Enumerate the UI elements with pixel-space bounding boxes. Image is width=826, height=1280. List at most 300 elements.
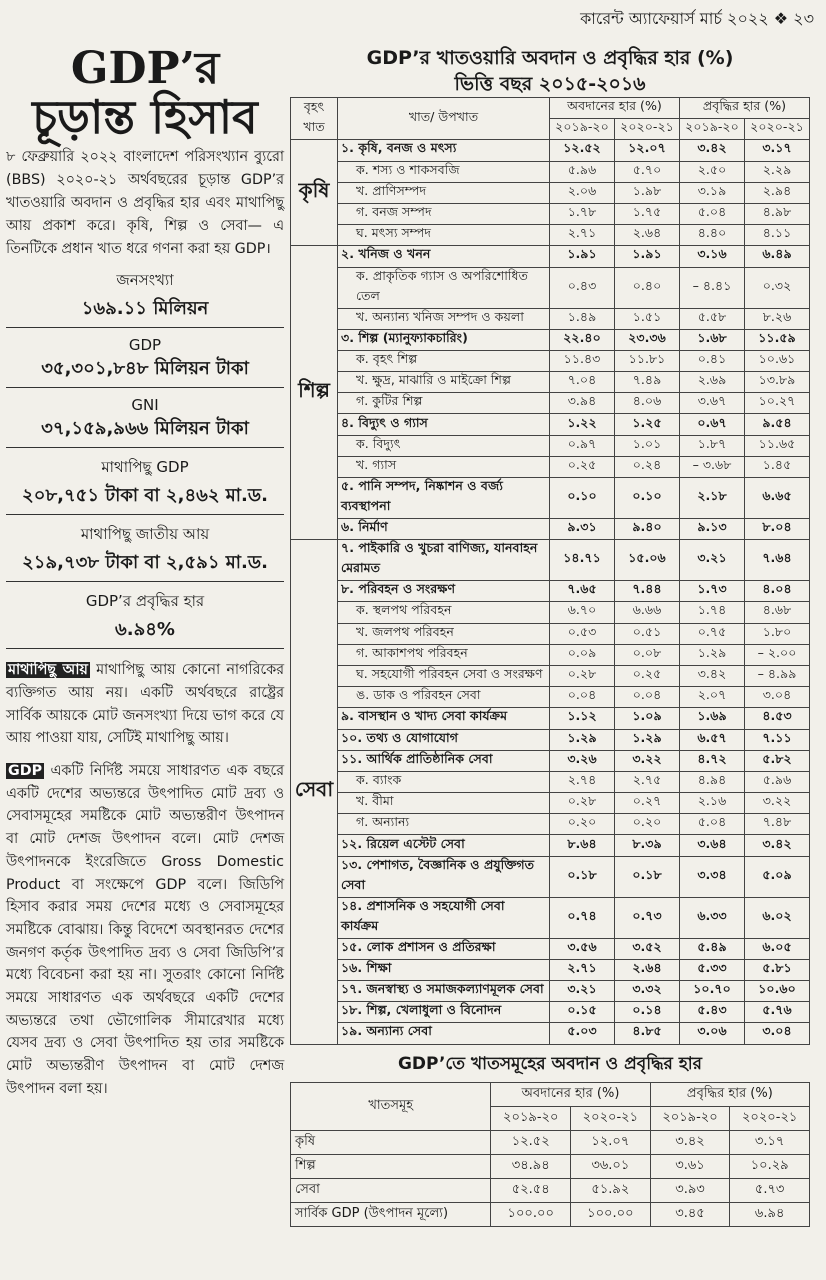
row-label: ৫. পানি সম্পদ, নিষ্কাশন ও বর্জ্য ব্যবস্থাপনা bbox=[338, 478, 550, 519]
row-label: ক. শস্য ও শাকসবজি bbox=[338, 161, 550, 182]
summary-value: ৩৪.৯৪ bbox=[491, 1154, 571, 1178]
main-table-title: GDP’র খাতওয়ারি অবদান ও প্রবৃদ্ধির হার (%) bbox=[366, 47, 734, 69]
cell-value: ৩.১৯ bbox=[680, 182, 745, 203]
cell-value: ৮.২৬ bbox=[745, 308, 810, 329]
cell-value: ৯.৩১ bbox=[550, 519, 615, 540]
cell-value: ০.০৪ bbox=[615, 687, 680, 708]
table-row bbox=[291, 771, 810, 792]
sector-table bbox=[290, 97, 810, 1045]
cell-value: ৯.১৩ bbox=[680, 519, 745, 540]
col-header-year: ২০২০-২১ bbox=[745, 119, 810, 140]
summary-col-year: ২০২০-২১ bbox=[730, 1106, 810, 1130]
table-row bbox=[291, 308, 810, 329]
right-column bbox=[290, 45, 810, 1227]
cell-value: ৫.০৪ bbox=[680, 203, 745, 224]
stat-item bbox=[6, 269, 284, 328]
cell-value: ০.২৪ bbox=[615, 456, 680, 477]
table-row bbox=[291, 1002, 810, 1023]
cell-value: ৬.৭০ bbox=[550, 602, 615, 623]
cell-value: ০.১০ bbox=[550, 478, 615, 519]
row-label: ক. স্থলপথ পরিবহন bbox=[338, 602, 550, 623]
cell-value: ১২.৫২ bbox=[550, 140, 615, 161]
row-label: ঘ. সহযোগী পরিবহন সেবা ও সংরক্ষণ bbox=[338, 665, 550, 686]
cell-value: ১.২৯ bbox=[550, 729, 615, 750]
table-row bbox=[291, 687, 810, 708]
cell-value: ১১.৪৩ bbox=[550, 350, 615, 371]
cell-value: ৩.৫২ bbox=[615, 938, 680, 959]
stat-value: ৩৭,১৫৯,৯৬৬ মিলিয়ন টাকা bbox=[6, 414, 284, 448]
cell-value: ০.২৫ bbox=[550, 456, 615, 477]
row-label: ২. খনিজ ও খনন bbox=[338, 246, 550, 267]
cell-value: ০.৭৩ bbox=[615, 897, 680, 938]
summary-col-year: ২০১৯-২০ bbox=[650, 1106, 730, 1130]
cell-value: ৭.৪৮ bbox=[745, 814, 810, 835]
cell-value: ০.৭৪ bbox=[550, 897, 615, 938]
cell-value: ২৩.৩৬ bbox=[615, 329, 680, 350]
cell-value: ১০.৬১ bbox=[745, 350, 810, 371]
cell-value: ৫.৮২ bbox=[745, 750, 810, 771]
row-label: ১৩. পেশাগত, বৈজ্ঞানিক ও প্রযুক্তিগত সেবা bbox=[338, 856, 550, 897]
cell-value: – ৪.৯৯ bbox=[745, 665, 810, 686]
stat-label: GDP’র প্রবৃদ্ধির হার bbox=[85, 592, 205, 611]
cell-value: ৩.৫৬ bbox=[550, 938, 615, 959]
cell-value: ১১.৮১ bbox=[615, 350, 680, 371]
cell-value: ২.৯৪ bbox=[745, 182, 810, 203]
cell-value: ২.২৯ bbox=[745, 161, 810, 182]
table-row bbox=[291, 456, 810, 477]
cell-value: ০.৫৩ bbox=[550, 623, 615, 644]
stat-value: ১৬৯.১১ মিলিয়ন bbox=[6, 294, 284, 328]
summary-table bbox=[290, 1082, 810, 1227]
table-row bbox=[291, 246, 810, 267]
cell-value: – ৪.৪১ bbox=[680, 267, 745, 308]
cell-value: ২.৬৪ bbox=[615, 225, 680, 246]
summary-table-title: GDP’তে খাতসমূহের অবদান ও প্রবৃদ্ধির হার bbox=[397, 1053, 703, 1074]
cell-value: ৩.২২ bbox=[745, 793, 810, 814]
summary-value: ১০.২৯ bbox=[730, 1154, 810, 1178]
left-column bbox=[6, 45, 284, 1101]
summary-label: সার্বিক GDP (উৎপাদন মূল্যে) bbox=[291, 1202, 491, 1226]
cell-value: ১২.০৭ bbox=[615, 140, 680, 161]
row-label: ১. কৃষি, বনজ ও মৎস্য bbox=[338, 140, 550, 161]
main-table-subtitle: ভিত্তি বছর ২০১৫-২০১৬ bbox=[454, 73, 646, 95]
cell-value: ৩.৬৪ bbox=[680, 835, 745, 856]
table-row bbox=[291, 856, 810, 897]
table-row bbox=[291, 581, 810, 602]
row-label: ক. ব্যাংক bbox=[338, 771, 550, 792]
cell-value: ৮.০৪ bbox=[745, 519, 810, 540]
cell-value: ০.৭৫ bbox=[680, 623, 745, 644]
summary-col-year: ২০২০-২১ bbox=[571, 1106, 651, 1130]
stat-label: জনসংখ্যা bbox=[116, 271, 174, 290]
cell-value: ৪.৯৪ bbox=[680, 771, 745, 792]
cell-value: ৪.১১ bbox=[745, 225, 810, 246]
cell-value: ৩.৪২ bbox=[680, 665, 745, 686]
stat-value: ৬.৯৪% bbox=[6, 615, 284, 649]
cell-value: ৩.২৬ bbox=[550, 750, 615, 771]
row-label: গ. অন্যান্য bbox=[338, 814, 550, 835]
cell-value: ৩.০৬ bbox=[680, 1023, 745, 1044]
cell-value: ১.৬৮ bbox=[680, 329, 745, 350]
summary-col-contribution: অবদানের হার (%) bbox=[491, 1082, 650, 1106]
cell-value: ৮.৬৪ bbox=[550, 835, 615, 856]
row-label: খ. জলপথ পরিবহন bbox=[338, 623, 550, 644]
row-label: ৬. নির্মাণ bbox=[338, 519, 550, 540]
stat-label: GDP bbox=[128, 336, 162, 355]
cell-value: ৭.১১ bbox=[745, 729, 810, 750]
title-line-1: GDP’র bbox=[70, 43, 220, 94]
cell-value: ৩.১৭ bbox=[745, 140, 810, 161]
table-row bbox=[291, 897, 810, 938]
cell-value: ৫.৮১ bbox=[745, 959, 810, 980]
cell-value: ৩.০৪ bbox=[745, 687, 810, 708]
table-row bbox=[291, 793, 810, 814]
cell-value: ৩.৬৭ bbox=[680, 393, 745, 414]
summary-value: ৩.৬১ bbox=[650, 1154, 730, 1178]
table-row bbox=[291, 750, 810, 771]
row-label: ১৯. অন্যান্য সেবা bbox=[338, 1023, 550, 1044]
sector-name: কৃষি bbox=[291, 140, 338, 246]
row-label: ক. প্রাকৃতিক গ্যাস ও অপরিশোধিত তেল bbox=[338, 267, 550, 308]
row-label: গ. আকাশপথ পরিবহন bbox=[338, 644, 550, 665]
cell-value: ১.৯৮ bbox=[615, 182, 680, 203]
row-label: ১০. তথ্য ও যোগাযোগ bbox=[338, 729, 550, 750]
cell-value: ১.২৫ bbox=[615, 414, 680, 435]
article-title bbox=[6, 45, 284, 142]
cell-value: ৬.০৫ bbox=[745, 938, 810, 959]
stat-label: মাথাপিছু জাতীয় আয় bbox=[80, 525, 210, 544]
table-row bbox=[291, 708, 810, 729]
cell-value: ১.৭৮ bbox=[550, 203, 615, 224]
row-label: ১৪. প্রশাসনিক ও সহযোগী সেবা কার্যক্রম bbox=[338, 897, 550, 938]
cell-value: ২.৭১ bbox=[550, 225, 615, 246]
table-row bbox=[291, 623, 810, 644]
cell-value: ৫.৭০ bbox=[615, 161, 680, 182]
summary-value: ৫২.৫৪ bbox=[491, 1178, 571, 1202]
cell-value: ৬.৫৭ bbox=[680, 729, 745, 750]
col-header-growth: প্রবৃদ্ধির হার (%) bbox=[680, 98, 810, 119]
row-label: ৯. বাসস্থান ও খাদ্য সেবা কার্যক্রম bbox=[338, 708, 550, 729]
summary-value: ১০০.০০ bbox=[571, 1202, 651, 1226]
summary-row bbox=[291, 1202, 810, 1226]
summary-row bbox=[291, 1178, 810, 1202]
cell-value: ১.২৯ bbox=[615, 729, 680, 750]
cell-value: ০.১৪ bbox=[615, 1002, 680, 1023]
table-row bbox=[291, 414, 810, 435]
cell-value: ০.৫১ bbox=[615, 623, 680, 644]
summary-label: শিল্প bbox=[291, 1154, 491, 1178]
cell-value: ১.১২ bbox=[550, 708, 615, 729]
table-row bbox=[291, 814, 810, 835]
cell-value: ৫.৪৩ bbox=[680, 1002, 745, 1023]
cell-value: ১.৭৪ bbox=[680, 602, 745, 623]
cell-value: ০.৪১ bbox=[680, 350, 745, 371]
sector-name: শিল্প bbox=[291, 246, 338, 540]
cell-value: ৩.১৬ bbox=[680, 246, 745, 267]
title-line-2: চূড়ান্ত হিসাব bbox=[32, 89, 258, 144]
cell-value: ১০.৭০ bbox=[680, 981, 745, 1002]
table-row bbox=[291, 602, 810, 623]
cell-value: ১.৪৯ bbox=[550, 308, 615, 329]
stat-item bbox=[6, 590, 284, 649]
cell-value: ২.০৬ bbox=[550, 182, 615, 203]
col-header-year: ২০১৯-২০ bbox=[680, 119, 745, 140]
cell-value: ২.১৮ bbox=[680, 478, 745, 519]
summary-value: ৩৬.০১ bbox=[571, 1154, 651, 1178]
stat-label: মাথাপিছু GDP bbox=[101, 458, 189, 477]
cell-value: ১১.৫৯ bbox=[745, 329, 810, 350]
definition-term: GDP bbox=[8, 763, 43, 779]
table-row bbox=[291, 435, 810, 456]
cell-value: ০.১৮ bbox=[615, 856, 680, 897]
cell-value: ৪.৫৩ bbox=[745, 708, 810, 729]
col-header-year: ২০২০-২১ bbox=[615, 119, 680, 140]
cell-value: ৫.৫৮ bbox=[680, 308, 745, 329]
cell-value: ৩.০৪ bbox=[745, 1023, 810, 1044]
cell-value: ১.৭৫ bbox=[615, 203, 680, 224]
cell-value: ২.৬৯ bbox=[680, 372, 745, 393]
cell-value: ১৫.০৬ bbox=[615, 540, 680, 581]
cell-value: ১.৯১ bbox=[615, 246, 680, 267]
definition-term: মাথাপিছু আয় bbox=[8, 662, 88, 679]
cell-value: ২২.৪০ bbox=[550, 329, 615, 350]
cell-value: ১৩.৮৯ bbox=[745, 372, 810, 393]
cell-value: ১.০৯ bbox=[615, 708, 680, 729]
cell-value: ৭.৪৪ bbox=[615, 581, 680, 602]
table-row bbox=[291, 161, 810, 182]
table-row bbox=[291, 372, 810, 393]
table-row bbox=[291, 981, 810, 1002]
definition-text: মাথাপিছু আয় কোনো নাগরিকের ব্যক্তিগত আয় নয়। একটি অর্থবছরে রাষ্ট্রের সার্বিক আয়কে মোট জনসংখ্যা দিয়ে ভাগ করে যে আয় পাওয়া যায়, সেটিই মাথাপিছু আয়। bbox=[6, 662, 284, 747]
table-row bbox=[291, 938, 810, 959]
cell-value: ৪.৪০ bbox=[680, 225, 745, 246]
table-row bbox=[291, 959, 810, 980]
definition-per-capita bbox=[6, 659, 284, 750]
row-label: ৮. পরিবহন ও সংরক্ষণ bbox=[338, 581, 550, 602]
cell-value: ১.৪৫ bbox=[745, 456, 810, 477]
row-label: ১৮. শিল্প, খেলাধুলা ও বিনোদন bbox=[338, 1002, 550, 1023]
table-row bbox=[291, 267, 810, 308]
col-header-contribution: অবদানের হার (%) bbox=[550, 98, 680, 119]
cell-value: ৫.৩৩ bbox=[680, 959, 745, 980]
cell-value: ২.৫০ bbox=[680, 161, 745, 182]
col-header-year: ২০১৯-২০ bbox=[550, 119, 615, 140]
sector-name: সেবা bbox=[291, 540, 338, 1044]
row-label: গ. কুটির শিল্প bbox=[338, 393, 550, 414]
cell-value: ৩.৯৪ bbox=[550, 393, 615, 414]
cell-value: ৭.৬৪ bbox=[745, 540, 810, 581]
cell-value: ৫.০৪ bbox=[680, 814, 745, 835]
row-label: ক. বৃহৎ শিল্প bbox=[338, 350, 550, 371]
row-label: ১৭. জনস্বাস্থ্য ও সমাজকল্যাণমূলক সেবা bbox=[338, 981, 550, 1002]
cell-value: ৩.২১ bbox=[680, 540, 745, 581]
cell-value: ৪.৮৫ bbox=[615, 1023, 680, 1044]
cell-value: ৫.০৯ bbox=[745, 856, 810, 897]
table-row bbox=[291, 203, 810, 224]
cell-value: ৭.০৪ bbox=[550, 372, 615, 393]
summary-label: সেবা bbox=[291, 1178, 491, 1202]
cell-value: ১.৭৩ bbox=[680, 581, 745, 602]
cell-value: ১১.৬৫ bbox=[745, 435, 810, 456]
stat-value: ২১৯,৭৩৮ টাকা বা ২,৫৯১ মা.ড. bbox=[6, 548, 284, 582]
cell-value: ০.০৯ bbox=[550, 644, 615, 665]
row-label: ১৬. শিক্ষা bbox=[338, 959, 550, 980]
table-row bbox=[291, 182, 810, 203]
cell-value: ৬.৩৩ bbox=[680, 897, 745, 938]
cell-value: ০.২৮ bbox=[550, 665, 615, 686]
summary-row bbox=[291, 1130, 810, 1154]
cell-value: ০.২৮ bbox=[550, 793, 615, 814]
col-header-sector: বৃহৎ খাত bbox=[291, 98, 338, 140]
table-row bbox=[291, 519, 810, 540]
cell-value: ১.৮৭ bbox=[680, 435, 745, 456]
cell-value: ৭.৬৫ bbox=[550, 581, 615, 602]
summary-value: ৫.৭৩ bbox=[730, 1178, 810, 1202]
cell-value: ৪.৬৮ bbox=[745, 602, 810, 623]
cell-value: ০.২৭ bbox=[615, 793, 680, 814]
row-label: ১২. রিয়েল এস্টেট সেবা bbox=[338, 835, 550, 856]
cell-value: ২.৭১ bbox=[550, 959, 615, 980]
summary-value: ৫১.৯২ bbox=[571, 1178, 651, 1202]
definition-gdp bbox=[6, 760, 284, 1101]
cell-value: ৩.৩২ bbox=[615, 981, 680, 1002]
summary-value: ৬.৯৪ bbox=[730, 1202, 810, 1226]
cell-value: ৩.৪২ bbox=[745, 835, 810, 856]
summary-row bbox=[291, 1154, 810, 1178]
cell-value: ৬.০২ bbox=[745, 897, 810, 938]
cell-value: ০.১৫ bbox=[550, 1002, 615, 1023]
cell-value: ০.২০ bbox=[615, 814, 680, 835]
cell-value: ১০.২৭ bbox=[745, 393, 810, 414]
cell-value: ২.১৬ bbox=[680, 793, 745, 814]
table-row bbox=[291, 350, 810, 371]
summary-label: কৃষি bbox=[291, 1130, 491, 1154]
cell-value: ০.৪৩ bbox=[550, 267, 615, 308]
cell-value: ১.২৯ bbox=[680, 644, 745, 665]
cell-value: ৩.২২ bbox=[615, 750, 680, 771]
stat-item bbox=[6, 336, 284, 388]
cell-value: ০.৯৭ bbox=[550, 435, 615, 456]
cell-value: ৩.৩৪ bbox=[680, 856, 745, 897]
row-label: ঘ. মৎস্য সম্পদ bbox=[338, 225, 550, 246]
cell-value: ১.৮০ bbox=[745, 623, 810, 644]
stat-label: GNI bbox=[131, 396, 159, 415]
row-label: খ. বীমা bbox=[338, 793, 550, 814]
cell-value: ৬.৬৫ bbox=[745, 478, 810, 519]
cell-value: ১০.৬০ bbox=[745, 981, 810, 1002]
cell-value: ০.১৮ bbox=[550, 856, 615, 897]
summary-value: ১০০.০০ bbox=[491, 1202, 571, 1226]
cell-value: ১.৯১ bbox=[550, 246, 615, 267]
row-label: খ. প্রাণিসম্পদ bbox=[338, 182, 550, 203]
table-row bbox=[291, 540, 810, 581]
table-row bbox=[291, 665, 810, 686]
cell-value: ৪.৯৮ bbox=[745, 203, 810, 224]
cell-value: – ৩.৬৮ bbox=[680, 456, 745, 477]
cell-value: ০.০৮ bbox=[615, 644, 680, 665]
cell-value: ৫.৪৯ bbox=[680, 938, 745, 959]
row-label: ঙ. ডাক ও পরিবহন সেবা bbox=[338, 687, 550, 708]
cell-value: ৪.০৪ bbox=[745, 581, 810, 602]
row-label: খ. অন্যান্য খনিজ সম্পদ ও কয়লা bbox=[338, 308, 550, 329]
table-row bbox=[291, 225, 810, 246]
cell-value: ২.০৭ bbox=[680, 687, 745, 708]
cell-value: ৫.৭৬ bbox=[745, 1002, 810, 1023]
table-row bbox=[291, 478, 810, 519]
table-row bbox=[291, 393, 810, 414]
stat-value: ২০৮,৭৫১ টাকা বা ২,৪৬২ মা.ড. bbox=[6, 481, 284, 515]
summary-value: ৩.৯৩ bbox=[650, 1178, 730, 1202]
cell-value: ১৪.৭১ bbox=[550, 540, 615, 581]
cell-value: ৪.০৬ bbox=[615, 393, 680, 414]
table-row bbox=[291, 644, 810, 665]
cell-value: ০.২০ bbox=[550, 814, 615, 835]
cell-value: ৩.২১ bbox=[550, 981, 615, 1002]
cell-value: ৫.০৩ bbox=[550, 1023, 615, 1044]
cell-value: ১.২২ bbox=[550, 414, 615, 435]
cell-value: ১.০১ bbox=[615, 435, 680, 456]
cell-value: ৮.৩৯ bbox=[615, 835, 680, 856]
cell-value: ৩.৪২ bbox=[680, 140, 745, 161]
summary-col-year: ২০১৯-২০ bbox=[491, 1106, 571, 1130]
summary-col-sector: খাতসমূহ bbox=[291, 1082, 491, 1130]
row-label: গ. বনজ সম্পদ bbox=[338, 203, 550, 224]
cell-value: ০.০৪ bbox=[550, 687, 615, 708]
cell-value: ০.৩২ bbox=[745, 267, 810, 308]
table-row bbox=[291, 140, 810, 161]
summary-value: ১২.৫২ bbox=[491, 1130, 571, 1154]
row-label: ১১. আর্থিক প্রাতিষ্ঠানিক সেবা bbox=[338, 750, 550, 771]
stat-item bbox=[6, 456, 284, 515]
cell-value: ০.২৫ bbox=[615, 665, 680, 686]
stat-value: ৩৫,৩০১,৮৪৮ মিলিয়ন টাকা bbox=[6, 354, 284, 388]
cell-value: ৯.৫৪ bbox=[745, 414, 810, 435]
row-label: ৪. বিদ্যুৎ ও গ্যাস bbox=[338, 414, 550, 435]
stats-box bbox=[6, 269, 284, 649]
cell-value: ২.৭৫ bbox=[615, 771, 680, 792]
row-label: ১৫. লোক প্রশাসন ও প্রতিরক্ষা bbox=[338, 938, 550, 959]
cell-value: ৪.৭২ bbox=[680, 750, 745, 771]
cell-value: ০.৪০ bbox=[615, 267, 680, 308]
summary-value: ১২.০৭ bbox=[571, 1130, 651, 1154]
table-row bbox=[291, 835, 810, 856]
page-header: কারেন্ট অ্যাফেয়ার্স মার্চ ২০২২ ❖ ২৩ bbox=[580, 9, 814, 28]
row-label: খ. গ্যাস bbox=[338, 456, 550, 477]
cell-value: ০.৬৭ bbox=[680, 414, 745, 435]
cell-value: ১.৫১ bbox=[615, 308, 680, 329]
cell-value: ৭.৪৯ bbox=[615, 372, 680, 393]
stat-item bbox=[6, 396, 284, 448]
summary-value: ৩.১৭ bbox=[730, 1130, 810, 1154]
table-row bbox=[291, 1023, 810, 1044]
stat-item bbox=[6, 523, 284, 582]
row-label: ক. বিদ্যুৎ bbox=[338, 435, 550, 456]
cell-value: ২.৭৪ bbox=[550, 771, 615, 792]
intro-paragraph: ৮ ফেব্রুয়ারি ২০২২ বাংলাদেশ পরিসংখ্যান ব্যুরো (BBS) ২০২০-২১ অর্থবছরের চূড়ান্ত GDP’র খাতওয়ারি অবদান ও প্রবৃদ্ধির হার এবং মাথাপিছু আয় প্রকাশ করে। কৃষি, শিল্প ও সেবা— এ তিনটিকে প্রধান খাত ধরে গণনা করা হয় GDP। bbox=[6, 149, 284, 258]
row-label: ৭. পাইকারি ও খুচরা বাণিজ্য, যানবাহন মেরামত bbox=[338, 540, 550, 581]
table-row bbox=[291, 729, 810, 750]
cell-value: ৬.৪৯ bbox=[745, 246, 810, 267]
cell-value: ৫.৯৬ bbox=[745, 771, 810, 792]
summary-col-growth: প্রবৃদ্ধির হার (%) bbox=[650, 1082, 809, 1106]
cell-value: ১.৬৯ bbox=[680, 708, 745, 729]
row-label: ৩. শিল্প (ম্যানুফ্যাকচারিং) bbox=[338, 329, 550, 350]
col-header-subsector: খাত/ উপখাত bbox=[338, 98, 550, 140]
cell-value: ৯.৪০ bbox=[615, 519, 680, 540]
cell-value: ২.৬৪ bbox=[615, 959, 680, 980]
summary-value: ৩.৪৫ bbox=[650, 1202, 730, 1226]
cell-value: ০.১০ bbox=[615, 478, 680, 519]
